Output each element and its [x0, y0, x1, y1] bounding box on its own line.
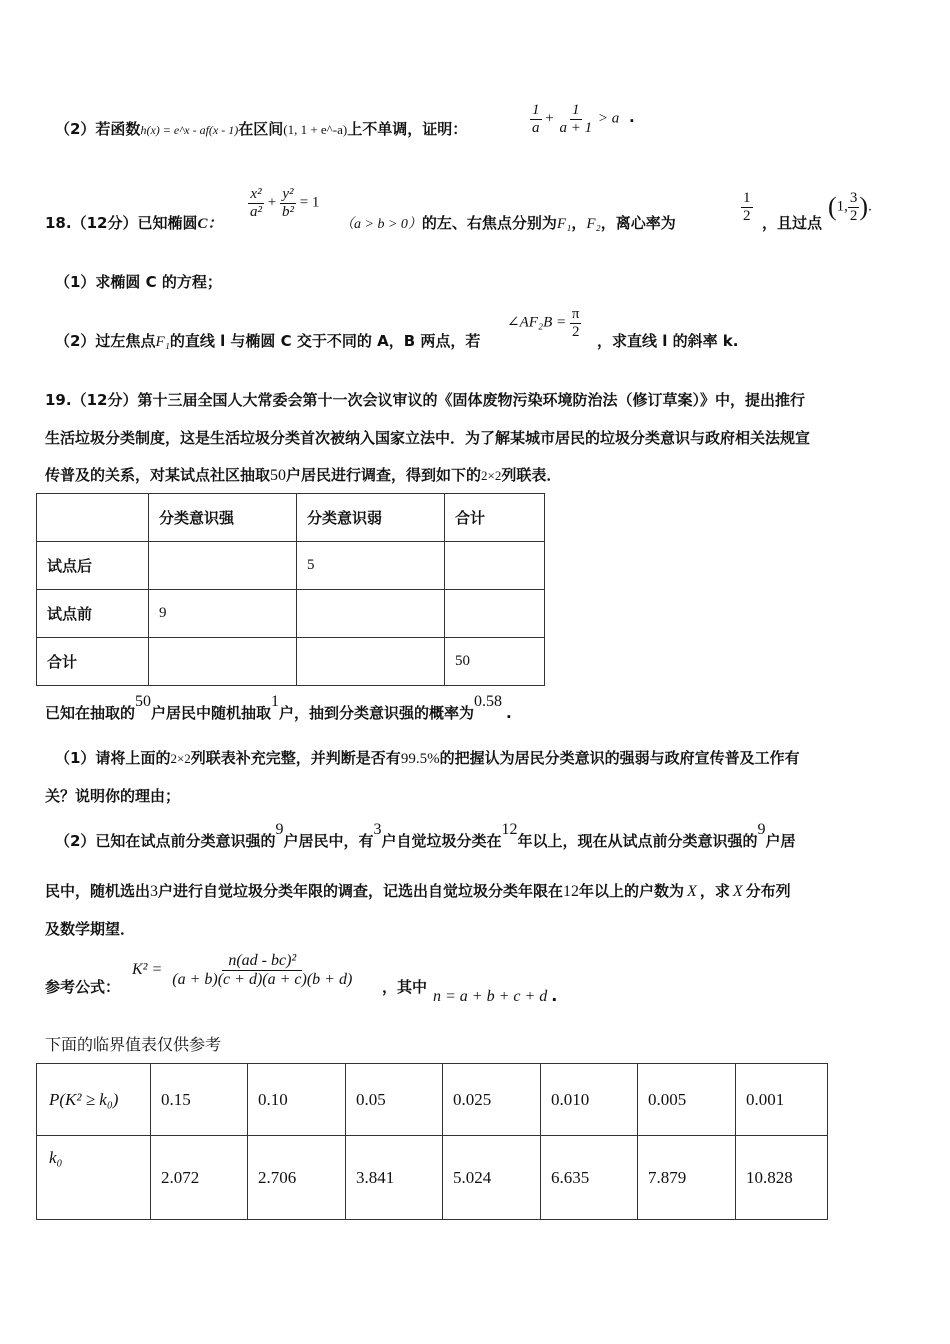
q18-part2-c: ，求直线 l 的斜率 k. [597, 332, 739, 350]
ecc-num: 1 [743, 190, 751, 206]
q17-part2-mid2: 上不单调，证明： [347, 120, 468, 138]
q19-p2-9: 9 [275, 821, 284, 838]
q18-part2-a: （2）过左焦点 [55, 332, 156, 350]
formula-n-text: n = a + b + c + d [433, 988, 548, 1005]
formula [132, 952, 358, 988]
table-cell: 5.024 [443, 1136, 541, 1220]
table-cell: 5 [297, 542, 445, 590]
ellipse-y-den: b² [281, 203, 294, 220]
q19-p2-e: 户居 [765, 832, 796, 850]
q18-ecc-text: ，离心率为 [600, 214, 676, 232]
q19-p2-c: 户自觉垃圾分类在 [381, 832, 502, 850]
q19-p2-x: X [687, 883, 697, 900]
q19-part1-d: 关？说明你的理由； [45, 787, 181, 805]
ellipse-eq-rhs: = 1 [299, 194, 320, 211]
point-num: 3 [849, 190, 858, 206]
table-row-label: 试点前 [37, 590, 149, 638]
table-cell [297, 638, 445, 686]
q18-line: （a > b > 0）的左、右焦点分别为F₁，F₂，离心率为 [340, 214, 676, 232]
table-cell: 9 [149, 590, 297, 638]
table-cell: 6.635 [541, 1136, 638, 1220]
q19-p2-f: 民中，随机选出 [45, 882, 151, 900]
table-cell [37, 494, 149, 542]
formula-den: (a + b)(c + d)(a + c)(b + d) [172, 970, 353, 988]
ellipse-x-den: a² [250, 203, 262, 220]
q19-line2: 生活垃圾分类制度，这是生活垃圾分类首次被纳入国家立法中．为了解某城市居民的垃圾分类意识与政府相关法规宣 [45, 429, 811, 447]
table-header-cell: 分类意识强 [149, 494, 297, 542]
ellipse-x-num: x² [250, 186, 262, 202]
table-cell [297, 590, 445, 638]
q18-ellipse-eq: $\frac{\text{x²}}{\text{a²}}$ + $\frac{\text{y²}}{\text{b²}}$ = 1 [250, 186, 320, 220]
q19-p2-x2: X [732, 883, 743, 900]
q19-part2 [55, 821, 796, 851]
frac1-den: a [532, 119, 540, 136]
critical-caption: 下面的临界值表仅供参考 [45, 1037, 222, 1054]
table-cell: 0.005 [638, 1064, 736, 1136]
table-row [37, 590, 545, 638]
q19-part2-line3: 及数学期望． [45, 920, 136, 938]
ecc-den: 2 [743, 207, 751, 224]
q18-part2-b: 的直线 l 与椭圆 C 交于不同的 A，B 两点，若 [169, 332, 481, 350]
q17-end: . [628, 108, 635, 127]
q19-p2-12: 12 [501, 821, 518, 838]
table-cell: 0.001 [736, 1064, 828, 1136]
q17-part2-prefix: （2）若函数 [55, 120, 141, 138]
formula-n [433, 986, 557, 1006]
q19-p1-a: （1）请将上面的 [55, 749, 171, 767]
table-header-cell: 分类意识弱 [297, 494, 445, 542]
q19-known-a: 已知在抽取的 [45, 704, 136, 722]
table-cell: 0.15 [151, 1064, 248, 1136]
angle-num: π [571, 306, 580, 322]
table-cell: 50 [445, 638, 545, 686]
table-header-cell: 合计 [445, 494, 545, 542]
frac1-num: 1 [532, 102, 540, 118]
formula-label: 参考公式： [45, 978, 121, 996]
q18-angle [507, 306, 581, 340]
q17-rhs: > a [597, 110, 620, 127]
q19-known-c: 户，抽到分类意识强的概率为 [279, 704, 475, 722]
formula-where: ，其中 [382, 978, 428, 996]
q18-part2 [55, 330, 480, 351]
table-cell: 0.010 [541, 1064, 638, 1136]
q17-part2-mid: 在区间 [238, 120, 284, 138]
table-cell: 0.025 [443, 1064, 541, 1136]
q19-p2-12b: 12 [563, 883, 580, 900]
q19-p2-a: （2）已知在试点前分类意识强的 [55, 832, 276, 850]
table-row-label: P(K² ≥ k₀) [37, 1064, 151, 1136]
table-cell: 0.05 [346, 1064, 443, 1136]
q19-part2-line2 [45, 880, 791, 901]
point-den: 2 [849, 207, 858, 224]
q18-part2-f1: F₁ [155, 334, 170, 350]
q18-label [45, 212, 222, 233]
table-cell [149, 638, 297, 686]
q19-part1 [55, 747, 800, 768]
table-cell [445, 542, 545, 590]
q19-prob: 0.58 [474, 693, 503, 710]
q19-known-50: 50 [135, 693, 152, 710]
q19-p2-d: 年以上，现在从试点前分类意识强的 [517, 832, 758, 850]
q19-line3c: 列联表． [501, 466, 562, 484]
q18-f2: F₂ [586, 216, 601, 232]
q19-p2-3b: 3 [150, 883, 159, 900]
q18-c: C： [197, 216, 223, 232]
angle-text: ∠AF₂B = [507, 314, 567, 331]
q19-line3 [45, 464, 561, 485]
q19-known-b: 户居民中随机抽取 [151, 704, 272, 722]
table-row-label: 合计 [37, 638, 149, 686]
table-cell [149, 542, 297, 590]
q19-p2-j: 分布列 [745, 882, 791, 900]
table-row-label: 试点后 [37, 542, 149, 590]
table-cell: 3.841 [346, 1136, 443, 1220]
table-cell: 2.072 [151, 1136, 248, 1220]
contingency-table [36, 493, 545, 686]
formula-lhs: K² = [132, 960, 163, 978]
q18-label-text: 18.（12分）已知椭圆 [45, 214, 198, 232]
q17-part2 [55, 118, 467, 139]
q18-point: (1, $\frac{3}{2}$ ). [828, 190, 872, 224]
q19-line3b: 户居民进行调查，得到如下的 [286, 466, 482, 484]
q18-ecc [741, 190, 753, 224]
q19-known [45, 693, 512, 723]
angle-den: 2 [571, 323, 580, 340]
q19-p1-b: 列联表补充完整，并判断是否有 [190, 749, 401, 767]
table-cell: 0.10 [248, 1064, 346, 1136]
q18-foci-text: 的左、右焦点分别为 [421, 214, 557, 232]
q18-f1: F₁ [556, 216, 572, 232]
q19-p2-9b: 9 [757, 821, 766, 838]
q19-p2-3: 3 [373, 821, 382, 838]
q19-p2-b: 户居民中，有 [283, 832, 374, 850]
table-cell: 7.879 [638, 1136, 736, 1220]
q19-known-end: . [506, 704, 512, 722]
table-cell: 2.706 [248, 1136, 346, 1220]
q19-p2-g: 户进行自觉垃圾分类年限的调查，记选出自觉垃圾分类年限在 [158, 882, 564, 900]
q17-function: h(x) = e^x - af(x - 1) [140, 123, 239, 137]
q19-n50: 50 [270, 467, 287, 484]
q17-interval: (1, 1 + e^-a) [283, 122, 348, 137]
q19-line1: 19.（12分）第十三届全国人大常委会第十一次会议审议的《固体废物污染环境防治法（修订草案）》中，提出推行 [45, 391, 805, 409]
table-row [37, 638, 545, 686]
table-row [37, 542, 545, 590]
table-header-row [37, 494, 545, 542]
table-cell [445, 590, 545, 638]
q19-line3a: 传普及的关系，对某试点社区抽取 [45, 466, 271, 484]
frac2-num: 1 [572, 102, 580, 118]
q19-p2-h: 年以上的户数为 [579, 882, 685, 900]
ellipse-y-num: y² [282, 186, 294, 202]
q17-inequality: $\frac{1}{a}$ + $\frac{1}{a + 1}$ > a . [532, 102, 635, 136]
formula-num: n(ad - bc)² [222, 952, 302, 971]
q18-pass [762, 212, 822, 233]
formula-end: . [551, 986, 558, 1005]
q18-cond: （a > b > 0） [340, 217, 422, 232]
table-row [37, 1064, 828, 1136]
critical-value-table [36, 1063, 828, 1220]
q19-p1-pct: 99.5% [400, 751, 440, 767]
q19-known-1: 1 [271, 693, 280, 710]
q19-table-size: 2×2 [481, 468, 502, 483]
q19-p2-i: ，求 [699, 882, 730, 900]
q18-part1: （1）求椭圆 C 的方程； [55, 273, 222, 291]
q18-pass-text: ，且过点 [762, 214, 823, 232]
frac2-den: a + 1 [559, 119, 593, 136]
q19-p1-c: 的把握认为居民分类意识的强弱与政府宣传普及工作有 [439, 749, 800, 767]
table-row [37, 1136, 828, 1220]
q19-p1-size: 2×2 [170, 751, 191, 766]
table-row-label: k₀ [37, 1136, 151, 1220]
table-cell: 10.828 [736, 1136, 828, 1220]
